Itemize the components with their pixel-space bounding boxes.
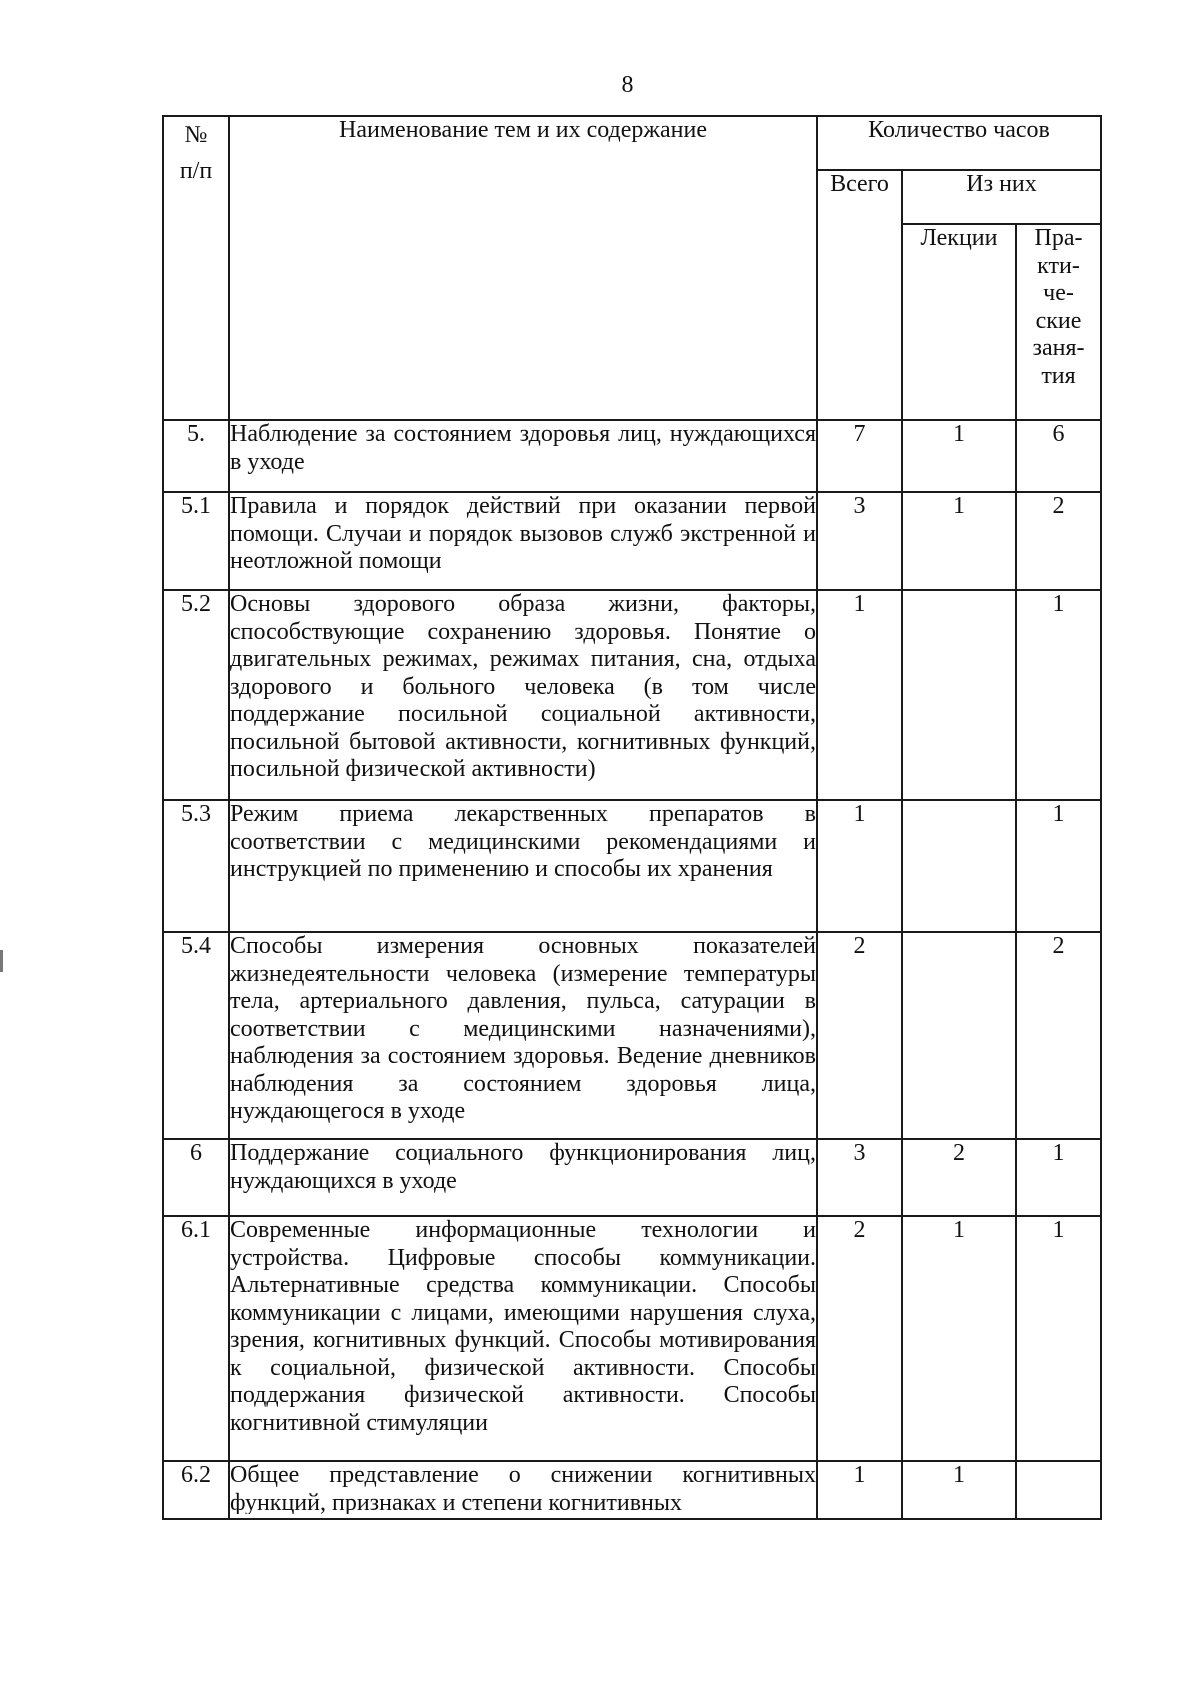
row-practical-hours: 6: [1016, 420, 1101, 492]
table-row: [163, 1461, 1101, 1519]
row-number: 6.2: [163, 1461, 229, 1519]
table-row: [163, 932, 1101, 1139]
row-lecture-hours: 1: [902, 1216, 1016, 1461]
table-row: [163, 590, 1101, 800]
header-practical-part: заня-: [1032, 335, 1085, 361]
header-hours: Количество часов: [817, 116, 1101, 170]
row-number: 5.1: [163, 492, 229, 590]
header-practical-part: ские: [1035, 307, 1082, 334]
row-lecture-hours: 1: [902, 1461, 1016, 1519]
row-topic: Основы здорового образа жизни, факторы, способствующие сохранению здоровья. Понятие о двигательных режимах, режимах питания, сна, отдыха здорового и больного человека (в том числе поддержание посильной социальной активности, посильной бытовой активности, когнитивных функций, посильной физической активности): [229, 590, 817, 800]
row-total-hours: 1: [817, 590, 902, 800]
row-topic: [229, 1461, 817, 1519]
row-practical-hours: 1: [1016, 800, 1101, 932]
header-lectures: Лекции: [902, 224, 1016, 420]
table-row: [163, 420, 1101, 492]
row-lecture-hours: 1: [902, 492, 1016, 590]
header-topic-name: Наименование тем и их содержание: [229, 116, 817, 420]
header-number-symbol: №: [184, 122, 208, 148]
row-total-hours: 1: [817, 800, 902, 932]
row-practical-hours: 1: [1016, 590, 1101, 800]
row-number: 5.3: [163, 800, 229, 932]
row-topic: Способы измерения основных показателей жизнедеятельности человека (измерение температуры тела, артериального давления, пульса, сатурации в соответствии с медицинскими назначениями), наблюдения за состоянием здоровья. Ведение дневников наблюдения за состоянием здоровья лица, нуждающегося в уходе: [229, 932, 817, 1139]
row-total-hours: 2: [817, 1216, 902, 1461]
row-number: 6.1: [163, 1216, 229, 1461]
row-total-hours: 1: [817, 1461, 902, 1519]
row-topic-text: Общее представление о снижении когнитивных функций, признаках и степени когнитивных: [230, 1462, 816, 1514]
row-number: 5.: [163, 420, 229, 492]
row-number: 6: [163, 1139, 229, 1216]
table-body: [163, 420, 1101, 1519]
header-practical-part: че-: [1043, 280, 1074, 306]
page-number: 8: [621, 72, 634, 98]
row-lecture-hours: [902, 800, 1016, 932]
row-topic: Поддержание социального функционирования лиц, нуждающихся в уходе: [229, 1139, 817, 1216]
row-total-hours: 7: [817, 420, 902, 492]
row-total-hours: 3: [817, 1139, 902, 1216]
row-lecture-hours: [902, 590, 1016, 800]
row-topic: Наблюдение за состоянием здоровья лиц, нуждающихся в уходе: [229, 420, 817, 492]
row-lecture-hours: 2: [902, 1139, 1016, 1216]
row-number: 5.2: [163, 590, 229, 800]
header-practical-part: Пра-: [1034, 225, 1083, 251]
table-row: [163, 1216, 1101, 1461]
header-practical-part: тия: [1041, 362, 1076, 389]
row-practical-hours: 2: [1016, 932, 1101, 1139]
header-of-which: Из них: [902, 170, 1101, 224]
row-total-hours: 2: [817, 932, 902, 1139]
row-topic: Современные информационные технологии и устройства. Цифровые способы коммуникации. Альтернативные средства коммуникации. Способы коммуникации с лицами, имеющими нарушения слуха, зрения, когнитивных функций. Способы мотивирования к социальной, физической активности. Способы поддержания физической активности. Способы когнитивной стимуляции: [229, 1216, 817, 1461]
scan-mark: [0, 950, 3, 972]
header-number: [163, 116, 229, 420]
row-topic: Режим приема лекарственных препаратов в соответствии с медицинскими рекомендациями и инструкцией по применению и способы их хранения: [229, 800, 817, 932]
row-lecture-hours: 1: [902, 420, 1016, 492]
row-topic: Правила и порядок действий при оказании первой помощи. Случаи и порядок вызовов служб экстренной и неотложной помощи: [229, 492, 817, 590]
row-practical-hours: [1016, 1461, 1101, 1519]
row-practical-hours: 1: [1016, 1139, 1101, 1216]
row-practical-hours: 2: [1016, 492, 1101, 590]
header-practical: [1016, 224, 1101, 420]
row-lecture-hours: [902, 932, 1016, 1139]
header-total: Всего: [817, 170, 902, 420]
table-row: [163, 492, 1101, 590]
table-header: [163, 116, 1101, 420]
curriculum-table: [162, 115, 1102, 1520]
header-practical-part: кти-: [1037, 252, 1080, 279]
row-number: 5.4: [163, 932, 229, 1139]
header-number-abbr: п/п: [179, 158, 213, 184]
table-row: [163, 1139, 1101, 1216]
row-practical-hours: 1: [1016, 1216, 1101, 1461]
table-row: [163, 800, 1101, 932]
row-total-hours: 3: [817, 492, 902, 590]
